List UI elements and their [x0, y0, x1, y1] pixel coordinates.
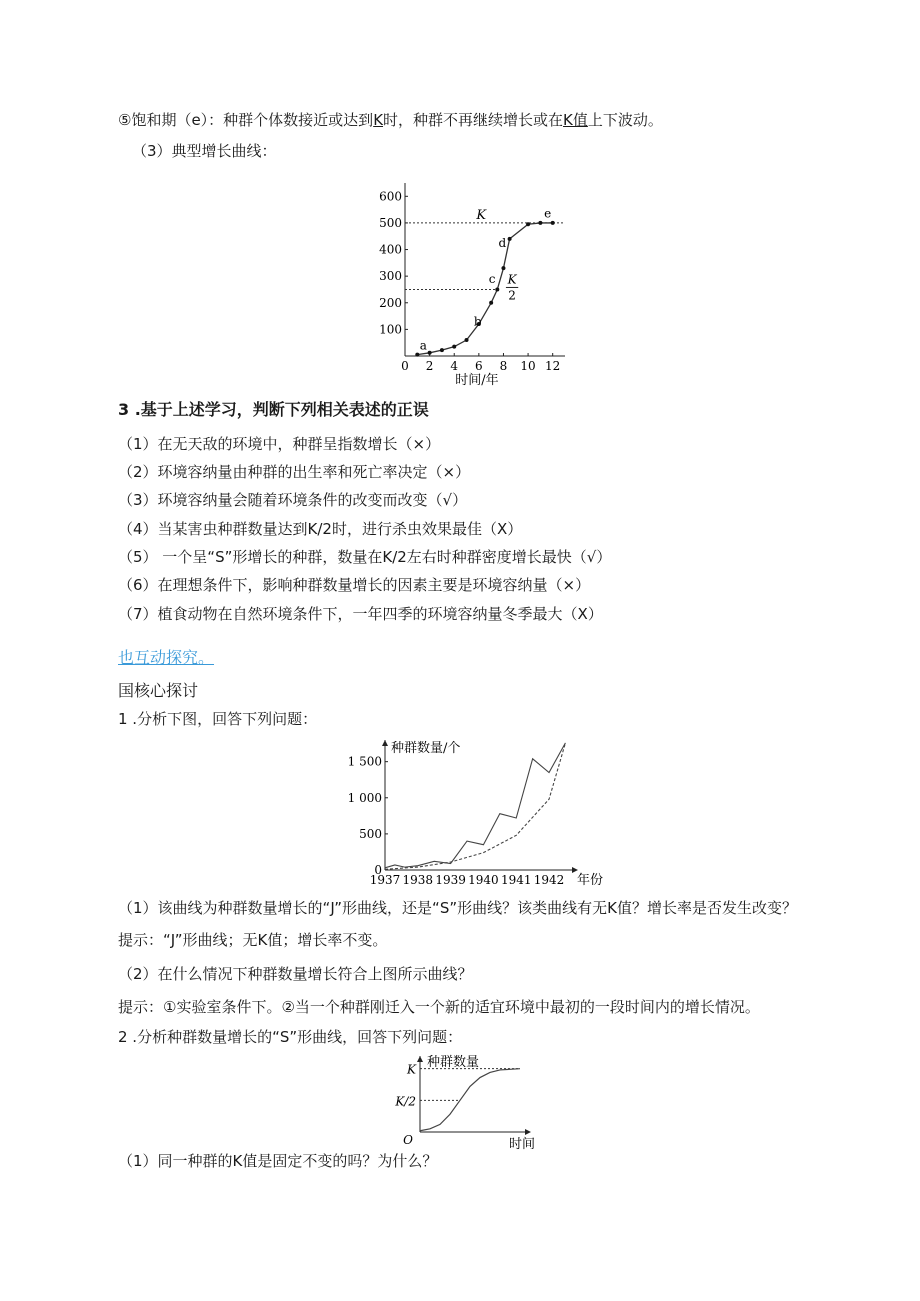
k-reference-label: K	[476, 207, 487, 223]
judgment-item: （2）环境容纳量由种群的出生率和死亡率决定（×）	[118, 463, 471, 481]
core-discussion-heading: 国核心探讨	[118, 681, 199, 700]
x-axis-arrow	[525, 1129, 531, 1135]
y-tick-label: 100	[379, 322, 402, 337]
data-point	[452, 345, 456, 349]
y-axis-label: 种群数量/个	[391, 741, 461, 756]
data-point	[526, 222, 530, 226]
judgment-item: （1）在无天敌的环境中，种群呈指数增长（×）	[118, 435, 441, 453]
question-2-sub-1: （1）同一种群的K值是固定不变的吗？为什么？	[118, 1152, 438, 1170]
question-1-hint-2: 提示：①实验室条件下。②当一个种群刚迁入一个新的适宜环境中最初的一段时间内的增长情况。	[118, 998, 760, 1016]
judgment-item: （5） 一个呈“S”形增长的种群，数量在K/2左右时种群密度增长最快（√）	[118, 548, 612, 566]
data-point	[465, 338, 469, 342]
y-tick-label: 300	[379, 269, 402, 284]
question-2-title: 2 .分析种群数量增长的“S”形曲线，回答下列问题：	[118, 1028, 463, 1046]
data-point	[428, 351, 432, 355]
y-tick-label: 200	[379, 295, 402, 310]
y-axis-arrow	[382, 740, 388, 746]
question-1-hint-1: 提示：“J”形曲线；无K值；增长率不变。	[118, 931, 388, 949]
x-tick-label: 4	[450, 359, 459, 373]
x-axis-label: 时间/年	[455, 373, 499, 388]
s-curve-chart	[370, 178, 570, 390]
k-term: K	[373, 111, 384, 129]
question-1-sub-1: （1）该曲线为种群数量增长的“J”形曲线，还是“S”形曲线？该类曲线有无K值？增长率是否发生改变？	[118, 899, 797, 917]
x-tick-label: 6	[475, 359, 483, 373]
point-label: b	[473, 314, 482, 329]
x-tick-label: 2	[425, 359, 434, 373]
data-point	[489, 301, 493, 305]
question-1-title: 1 .分析下图，回答下列问题：	[118, 710, 318, 728]
data-point	[508, 237, 512, 241]
x-tick-label: 10	[520, 359, 536, 373]
half-k-numerator: K	[507, 272, 517, 287]
stage-e-description	[118, 110, 663, 130]
s-curve-line	[420, 1069, 520, 1131]
k-value-s-curve-chart	[390, 1050, 550, 1150]
judgment-item: （3）环境容纳量会随着环境条件的改变而改变（√）	[118, 491, 468, 509]
data-point	[501, 266, 505, 270]
y-tick-label: 500	[379, 215, 402, 230]
point-label: d	[498, 235, 507, 250]
x-tick-label: 1942	[533, 873, 565, 887]
x-axis-label: 年份	[576, 873, 604, 888]
k-tick-label: K	[407, 1062, 416, 1077]
stage-e-suffix: 上下波动。	[587, 111, 663, 129]
data-point	[415, 353, 419, 357]
data-point	[495, 287, 499, 291]
x-tick-label: 8	[499, 359, 508, 373]
stage-e-prefix: ⑤饱和期（e）：种群个体数接近或达到	[118, 111, 374, 129]
question-3-title: 3 .基于上述学习，判断下列相关表述的正误	[118, 400, 429, 419]
data-point	[551, 221, 555, 225]
growth-curve	[417, 223, 552, 355]
point-label: c	[488, 271, 496, 286]
judgment-item: （7）植食动物在自然环境条件下，一年四季的环境容纳量冬季最大（X）	[118, 605, 603, 623]
half-k-denominator: 2	[508, 288, 516, 303]
y-tick-label: 400	[379, 242, 402, 257]
x-tick-label: 1937	[369, 873, 401, 887]
half-k-tick-label: K/2	[395, 1094, 416, 1109]
y-tick-label: 600	[379, 189, 402, 204]
y-tick-label: 1 500	[347, 754, 382, 769]
y-tick-label: 0	[374, 863, 382, 877]
point-label: e	[544, 206, 552, 221]
series-theoretical	[385, 743, 565, 869]
y-axis-arrow	[417, 1056, 423, 1062]
judgment-item: （4）当某害虫种群数量达到K/2时，进行杀虫效果最佳（X）	[118, 520, 523, 538]
x-tick-label: 0	[401, 359, 409, 373]
interactive-exploration-link[interactable]: 也互动探究。	[118, 648, 215, 667]
x-tick-label: 1939	[435, 873, 466, 887]
stage-e-middle: 时，种群不再继续增长或在	[383, 111, 564, 129]
x-tick-label: 12	[545, 359, 561, 373]
point-label: a	[419, 338, 427, 353]
x-axis-label: 时间	[508, 1137, 536, 1152]
x-tick-label: 1940	[468, 873, 499, 887]
y-tick-label: 1 000	[347, 790, 382, 805]
y-tick-label: 500	[359, 826, 382, 841]
data-point	[538, 221, 542, 225]
typical-curve-label: （3）典型增长曲线：	[132, 142, 277, 160]
y-axis-label: 种群数量	[427, 1055, 480, 1070]
question-1-sub-2: （2）在什么情况下种群数量增长符合上图所示曲线？	[118, 965, 473, 983]
series-observed	[385, 743, 565, 868]
data-point	[440, 348, 444, 352]
j-curve-chart	[340, 732, 604, 892]
x-tick-label: 1941	[500, 873, 532, 887]
x-tick-label: 1938	[402, 873, 434, 887]
k-value-term: K值	[563, 111, 588, 129]
origin-label: O	[403, 1133, 413, 1147]
judgment-item: （6）在理想条件下，影响种群数量增长的因素主要是环境容纳量（×）	[118, 576, 591, 594]
